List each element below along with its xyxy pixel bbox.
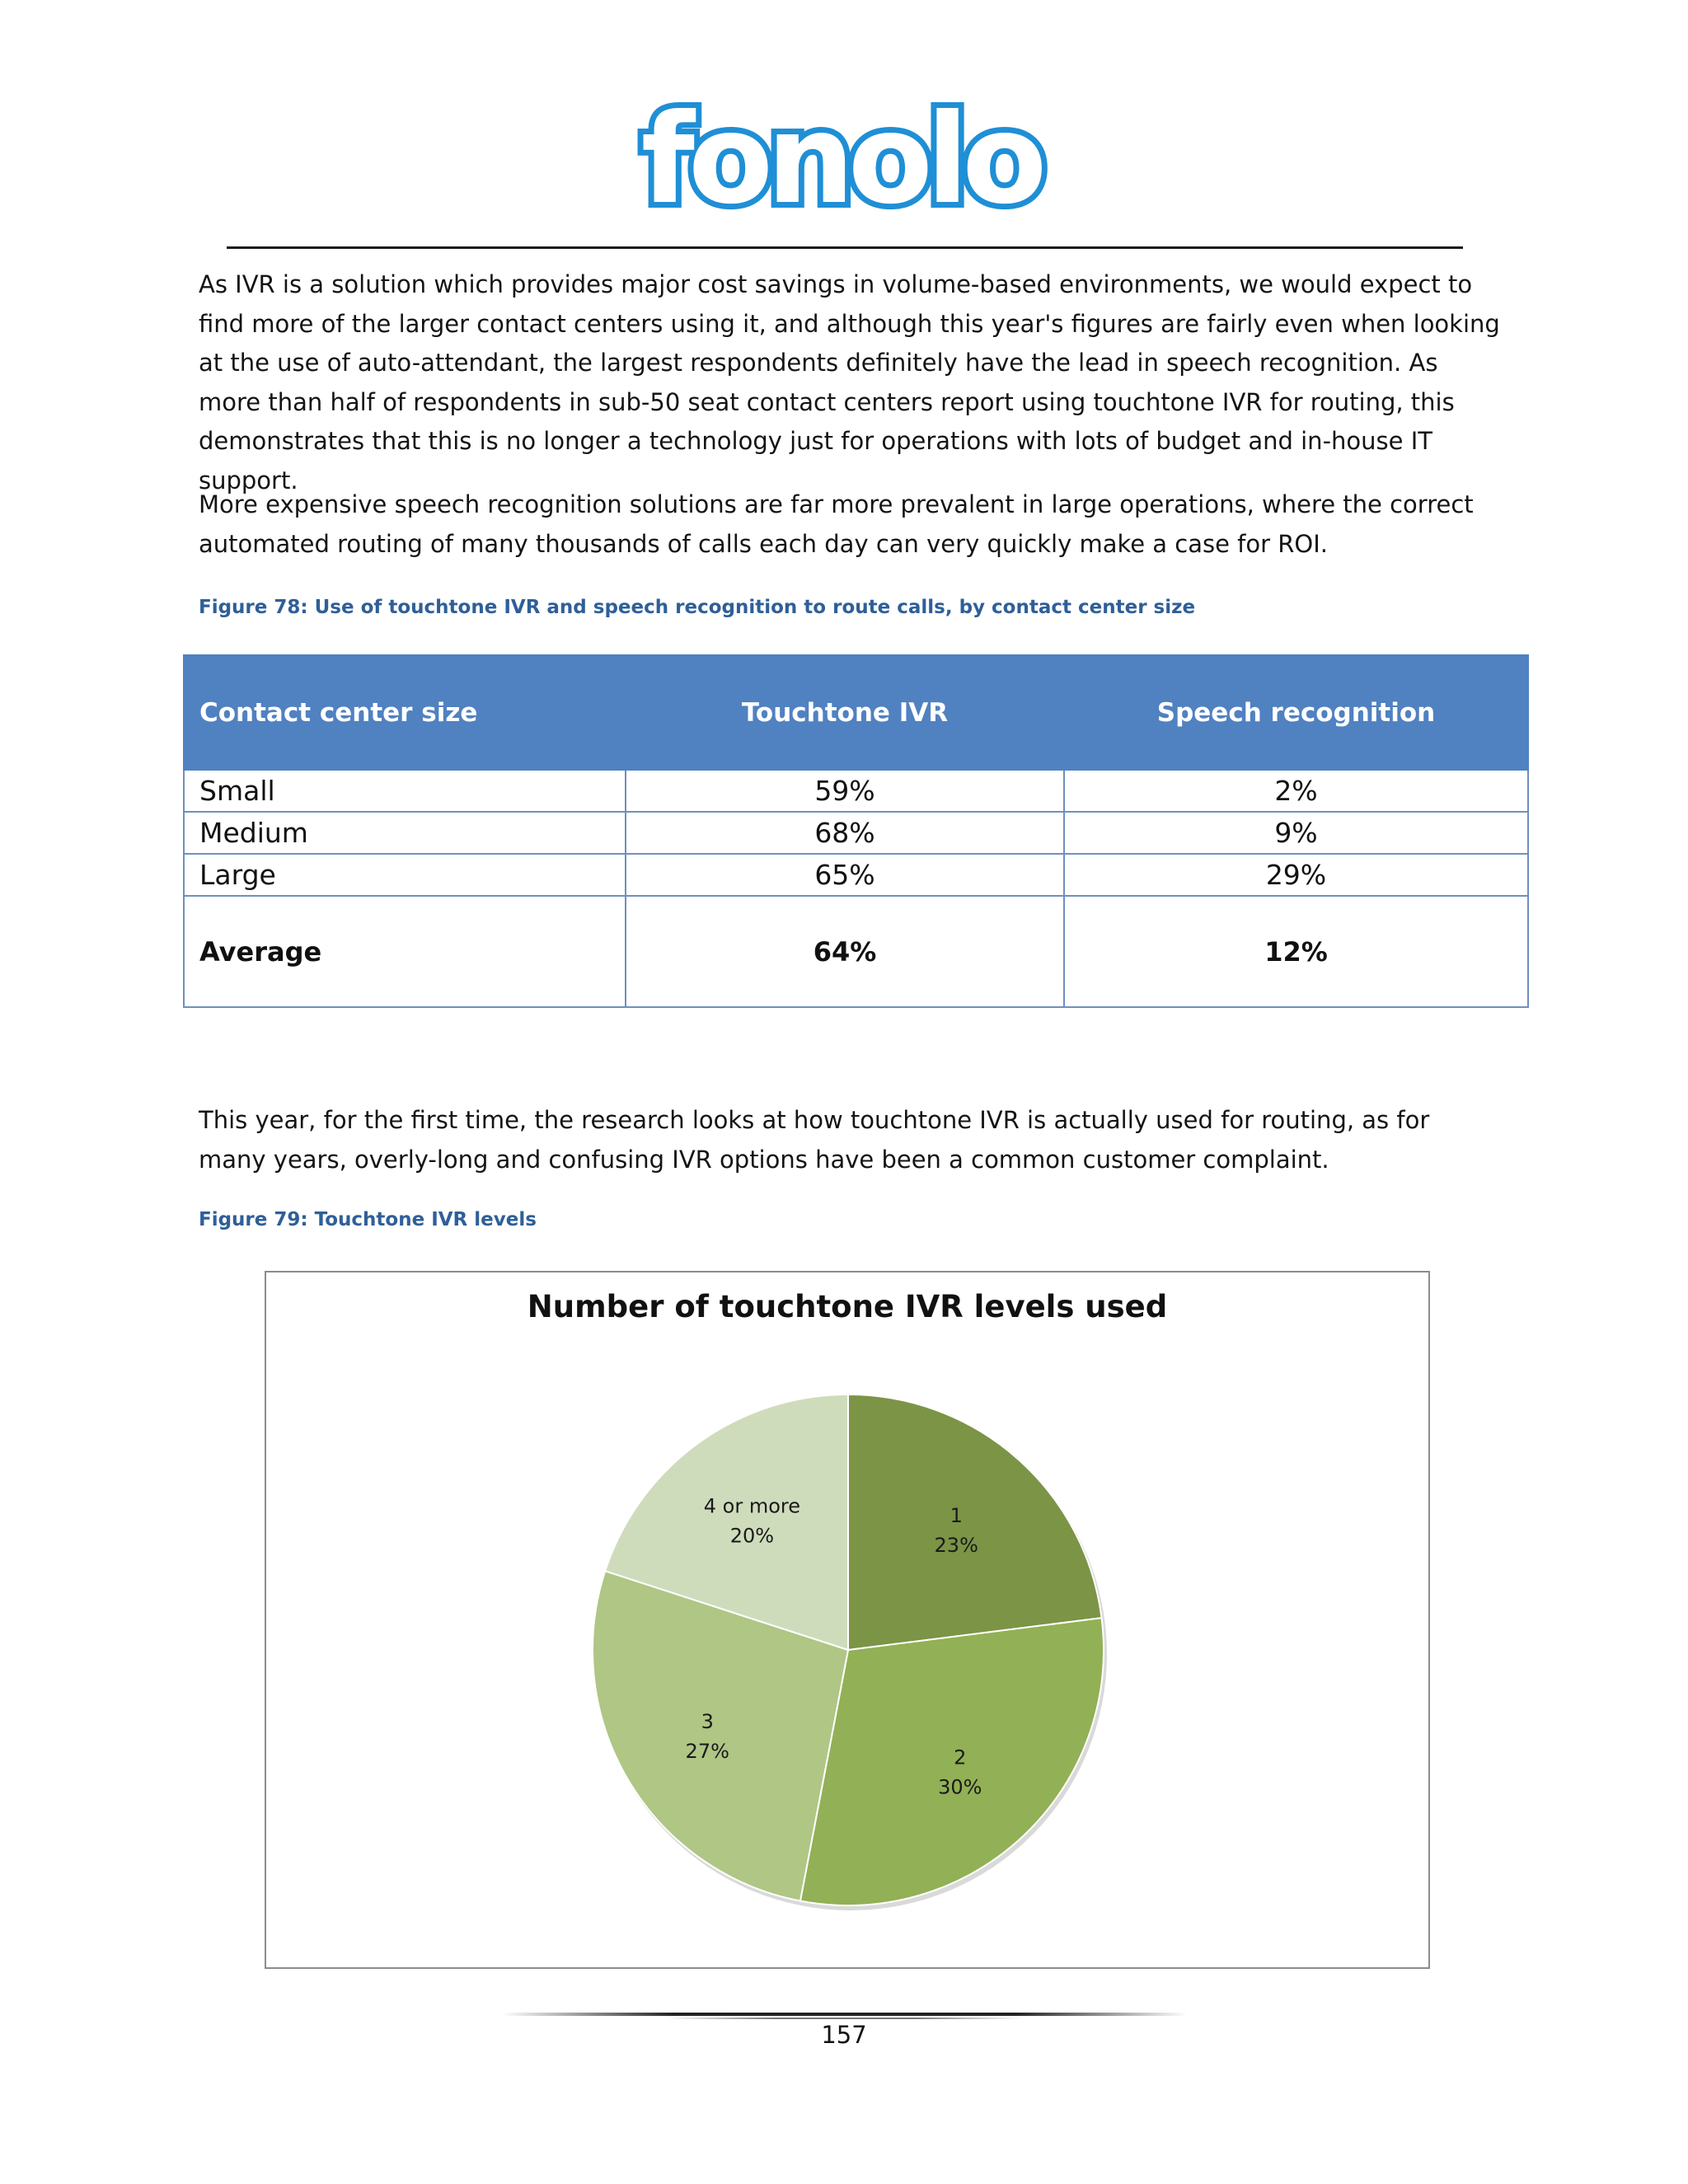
table-header-cell: Touchtone IVR: [626, 655, 1064, 770]
table-cell: 68%: [626, 812, 1064, 854]
fonolo-logo-graphic: [640, 87, 1041, 232]
table-row: [184, 854, 1528, 896]
table-cell: 29%: [1064, 854, 1528, 896]
pie-slice: [848, 1394, 1102, 1650]
page-number: 157: [821, 2021, 867, 2049]
table-cell: 2%: [1064, 770, 1528, 812]
table-average-row: [184, 896, 1528, 1007]
footer-divider-accent: [668, 2018, 1022, 2019]
table-header-row: [184, 655, 1528, 770]
chart-title: Number of touchtone IVR levels used: [527, 1289, 1168, 1324]
table-row: [184, 770, 1528, 812]
pie-data-label: 3 27%: [685, 1709, 729, 1763]
paragraph-touchtone-routing: This year, for the first time, the research looks at how touchtone IVR is actually used for routing, as for many years, overly-long and confusing IVR options have been a common customer complaint.: [199, 1106, 1430, 1174]
footer-divider: [503, 2013, 1187, 2016]
paragraph-ivr-cost-savings: As IVR is a solution which provides major cost savings in volume-based environments, we would expect to find more of the larger contact centers using it, and although this year's figures are fairly even when looking at the use of auto-attendant, the largest respondents definitely have the lead in speech recognition. As more than half of respondents in sub-50 seat contact centers report using touchtone IVR for routing, this demonstrates that this is no longer a technology just for operations with lots of budget and in-house IT support.: [199, 270, 1500, 494]
pie-chart-container: [265, 1271, 1430, 1969]
table-cell: Small: [184, 770, 626, 812]
table-cell: 64%: [626, 896, 1064, 1007]
table-header-cell: Speech recognition: [1064, 655, 1528, 770]
ivr-usage-table: [183, 654, 1529, 1008]
table-cell: 65%: [626, 854, 1064, 896]
pie-data-label: 4 or more 20%: [703, 1494, 801, 1548]
table-cell: 59%: [626, 770, 1064, 812]
paragraph-speech-recognition: More expensive speech recognition solutions are far more prevalent in large operations, where the correct automated routing of many thousands of calls each day can very quickly make a case for ROI.: [199, 490, 1474, 558]
fonolo-logo: [640, 87, 1041, 232]
pie-chart: [266, 1272, 1432, 1971]
pie-data-label: 1 23%: [934, 1504, 978, 1558]
table-cell: Average: [184, 896, 626, 1007]
figure-78-caption: Figure 78: Use of touchtone IVR and speech recognition to route calls, by contact center size: [199, 597, 1196, 618]
table-row: [184, 812, 1528, 854]
header-divider: [227, 246, 1463, 249]
table-cell: 9%: [1064, 812, 1528, 854]
pie-data-label: 2 30%: [938, 1746, 982, 1799]
table-cell: 12%: [1064, 896, 1528, 1007]
figure-79-caption: Figure 79: Touchtone IVR levels: [199, 1209, 537, 1230]
table-header-cell: Contact center size: [184, 655, 626, 770]
fonolo-logo-wordmark: fonolo: [640, 88, 1041, 232]
table-cell: Medium: [184, 812, 626, 854]
table-cell: Large: [184, 854, 626, 896]
